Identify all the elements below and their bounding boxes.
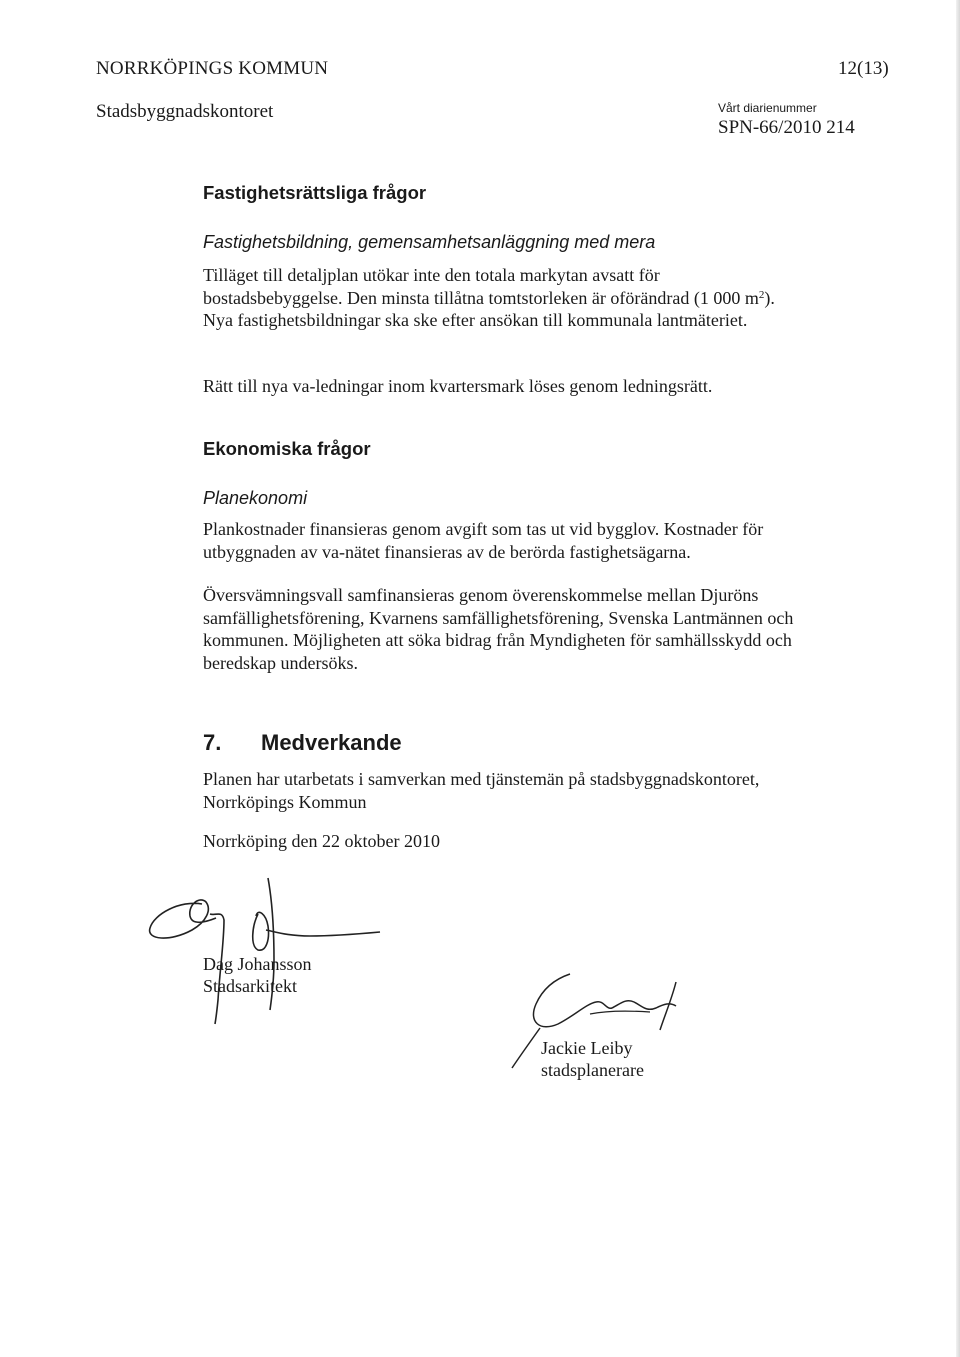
page-edge-divider [956, 0, 960, 1357]
signatory-2-name: Jackie Leiby [541, 1038, 633, 1058]
signatory-1-name: Dag Johansson [203, 954, 312, 974]
office-name: Stadsbyggnadskontoret [96, 101, 274, 122]
reference-number: SPN-66/2010 214 [718, 117, 855, 138]
signatory-1-title: Stadsarkitekt [203, 976, 297, 996]
section-heading-property-rights: Fastighetsrättsliga frågor [203, 182, 427, 203]
paragraph-plan-costs: Plankostnader finansieras genom avgift som tas ut vid bygglov. Kostnader för utbyggnaden av va-nätet finansieras av de berörda fastighetsägarna. [203, 519, 764, 562]
paragraph-utility-lines: Rätt till nya va-ledningar inom kvartersmark löses genom ledningsrätt. [203, 376, 713, 396]
organization-name: NORRKÖPINGS KOMMUN [96, 58, 329, 79]
place-and-date: Norrköping den 22 oktober 2010 [203, 831, 440, 851]
paragraph-text-part-a: Tilläget till detaljplan utökar inte den totala markytan avsatt för bostadsbebyggelse. Den minsta tillåtna tomtstorleken är oförändrad (1 000 m [203, 265, 759, 308]
section-heading-economics: Ekonomiska frågor [203, 438, 371, 459]
subheading-property-formation: Fastighetsbildning, gemensamhetsanläggning med mera [203, 232, 656, 252]
paragraph-participants: Planen har utarbetats i samverkan med tjänstemän på stadsbyggnadskontoret, Norrköpings Kommun [203, 769, 760, 812]
paragraph-flood-barrier: Översvämningsvall samfinansieras genom överenskommelse mellan Djuröns samfällighetsförening, Kvarnens samfällighetsförening, Svenska Lantmännen och kommunen. Möjligheten att söka bidrag från Myndigheten för samhällsskydd och beredskap undersöks. [203, 585, 794, 673]
subheading-plan-economics: Planekonomi [203, 488, 308, 508]
reference-label: Vårt diarienummer [718, 101, 817, 115]
page-number: 12(13) [838, 58, 889, 79]
signature-dag-johansson-icon [140, 870, 400, 1030]
signatory-2-title: stadsplanerare [541, 1060, 644, 1080]
paragraph-property-formation [203, 264, 803, 332]
section-heading-participants: Medverkande [261, 730, 402, 755]
superscript: 2 [758, 288, 765, 301]
section-number: 7. [203, 730, 222, 755]
paragraph-text-part-b: ). Nya fastighetsbildningar ska ske efter ansökan till kommunala lantmäteriet. [203, 287, 775, 330]
